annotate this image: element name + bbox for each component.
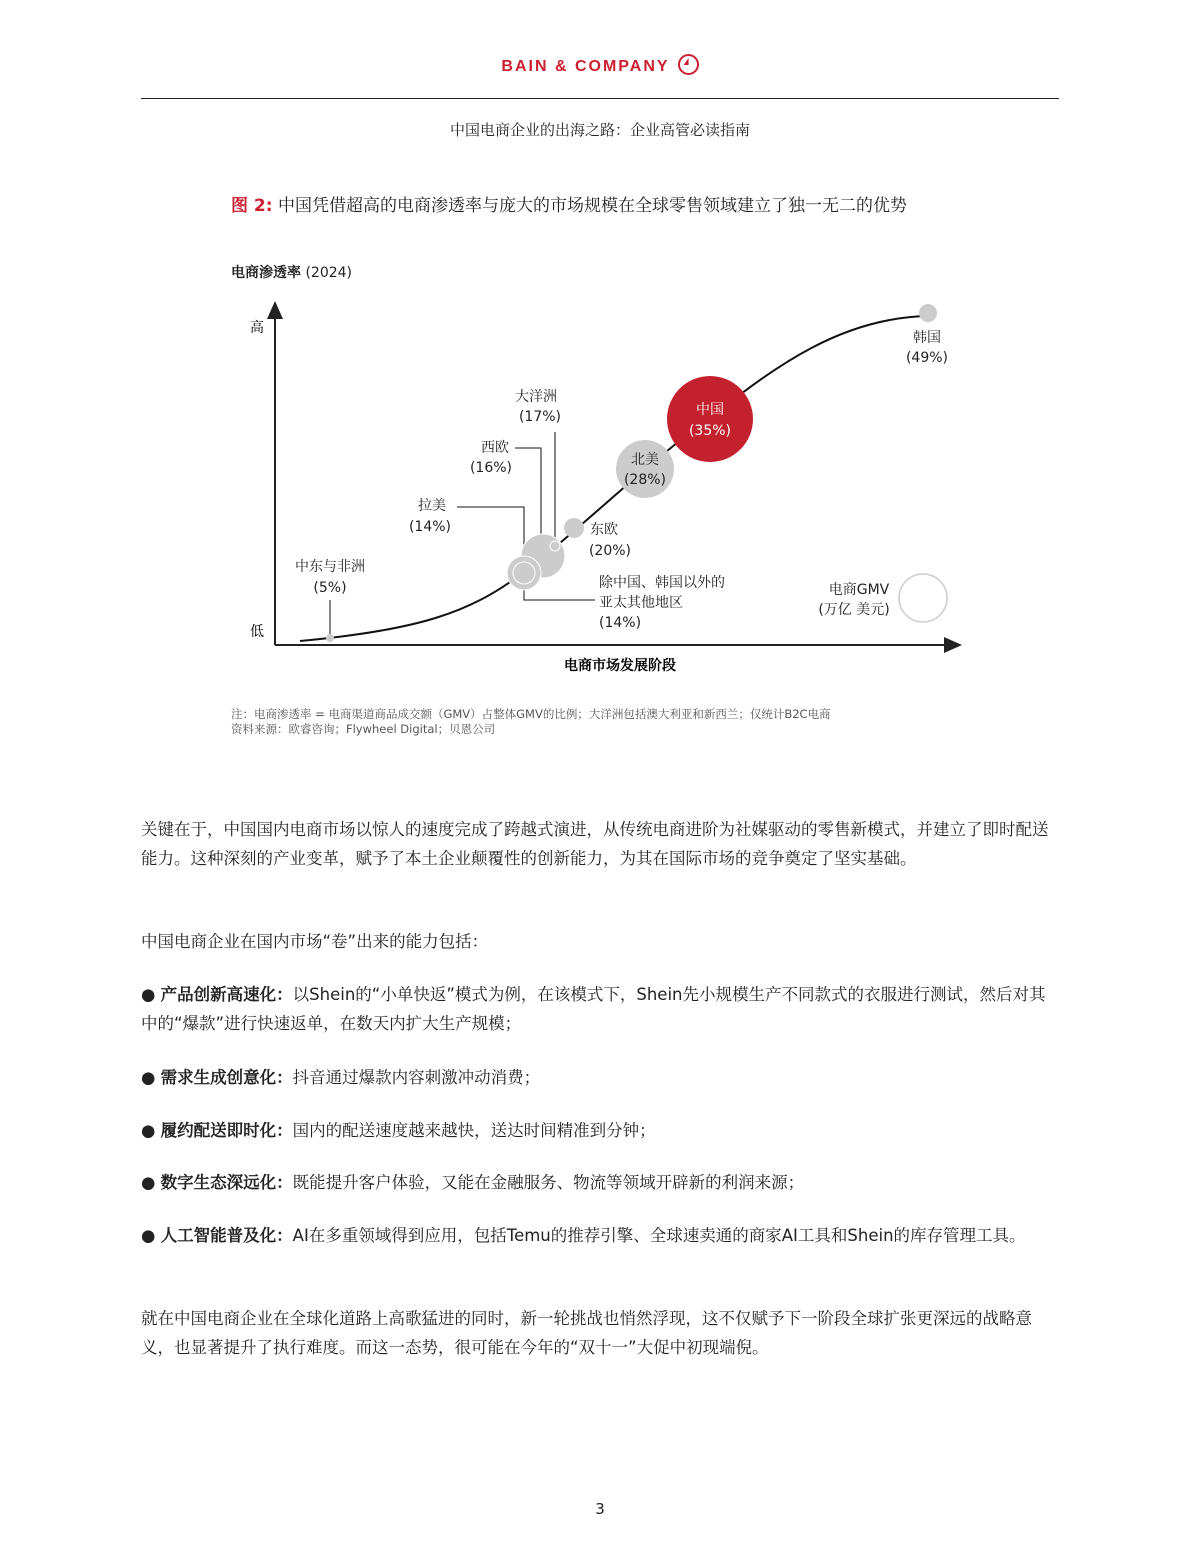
label-china: 中国 [696, 402, 724, 418]
bullet-term: 产品创新高速化： [160, 985, 293, 1004]
figure-source: 资料来源：欧睿咨询；Flywheel Digital；贝恩公司 [231, 722, 496, 736]
pct-korea: (49%) [905, 350, 949, 366]
bullet-text: 既能提升客户体验，又能在金融服务、物流等领域开辟新的利润来源； [292, 1173, 805, 1192]
brand-name: BAIN & COMPANY [501, 58, 670, 75]
pct-mea: (5%) [313, 580, 347, 596]
bullet-text: 国内的配送速度越来越快，送达时间精准到分钟； [292, 1121, 656, 1140]
x-axis-title: 电商市场发展阶段 [564, 658, 676, 674]
label-korea: 韩国 [913, 330, 941, 346]
bullet-item: ● 产品创新高速化：以Shein的“小单快返”模式为例，在该模式下，Shein先小规模生产不同款式的衣服进行测试，然后对其中的“爆款”进行快速返单，在数天内扩大生产规模； [141, 985, 1046, 1033]
pct-apac-other: (14%) [599, 615, 642, 631]
label-north-america: 北美 [631, 452, 659, 468]
pct-eastern-europe: (20%) [588, 543, 632, 559]
y-high-label: 高 [250, 320, 264, 336]
y-title-text: 电商渗透率 [231, 265, 301, 281]
pct-latam: (14%) [408, 519, 452, 535]
bullet-term: 人工智能普及化： [160, 1226, 293, 1245]
y-title-year: (2024) [305, 265, 353, 281]
label-apac-other-1: 除中国、韩国以外的 [599, 575, 725, 591]
bubble-korea [919, 304, 937, 322]
figure-note: 注：电商渗透率 = 电商渠道商品成交额（GMV）占整体GMV的比例；大洋洲包括澳大利亚和新西兰；仅统计B2C电商 [231, 707, 831, 721]
paragraph-2: 中国电商企业在国内市场“卷”出来的能力包括： [141, 932, 489, 951]
bubble-apac-other [507, 556, 541, 590]
legend-bubble [899, 574, 947, 622]
label-apac-other-2: 亚太其他地区 [599, 595, 683, 611]
legend-label-2: (万亿 美元) [818, 602, 890, 618]
document-title: 中国电商企业的出海之路：企业高管必读指南 [449, 121, 750, 139]
label-latam: 拉美 [418, 498, 446, 514]
paragraph-3: 就在中国电商企业在全球化道路上高歌猛进的同时，新一轮挑战也悄然浮现，这不仅赋予下一阶段全球扩张更深远的战略意义，也显著提升了执行难度。而这一态势，很可能在今年的“双十一”大促中初现端倪。 [141, 1309, 1032, 1357]
bullet-item: ● 履约配送即时化：国内的配送速度越来越快，送达时间精准到分钟； [141, 1121, 656, 1140]
pct-north-america: (28%) [623, 472, 667, 488]
bullet-item: ● 数字生态深远化：既能提升客户体验，又能在金融服务、物流等领域开辟新的利润来源； [141, 1173, 805, 1192]
bullet-item: ● 人工智能普及化：AI在多重领域得到应用，包括Temu的推荐引擎、全球速卖通的商家AI工具和Shein的库存管理工具。 [141, 1226, 1026, 1245]
bullet-term: 数字生态深远化： [160, 1173, 293, 1192]
label-oceania: 大洋洲 [515, 389, 557, 405]
bullet-text: AI在多重领域得到应用，包括Temu的推荐引擎、全球速卖通的商家AI工具和Shein的库存管理工具。 [292, 1226, 1026, 1245]
bubble-eastern-europe [564, 518, 584, 538]
paragraph-1: 关键在于，中国国内电商市场以惊人的速度完成了跨越式演进，从传统电商进阶为社媒驱动的零售新模式，并建立了即时配送能力。这种深刻的产业变革，赋予了本土企业颠覆性的创新能力，为其在国际市场的竞争奠定了坚实基础。 [141, 820, 1049, 868]
bullet-text: 以Shein的“小单快返”模式为例，在该模式下，Shein先小规模生产不同款式的衣服进行测试，然后对其中的“爆款”进行快速返单，在数天内扩大生产规模； [141, 985, 1046, 1033]
label-mea: 中东与非洲 [295, 559, 365, 575]
page-number: 3 [595, 1500, 605, 1518]
bubble-north-america [616, 440, 674, 498]
label-western-europe: 西欧 [481, 440, 509, 456]
y-low-label: 低 [250, 624, 264, 640]
bullet-item: ● 需求生成创意化：抖音通过爆款内容刺激冲动消费； [141, 1068, 541, 1087]
bullet-term: 履约配送即时化： [160, 1121, 293, 1140]
pct-western-europe: (16%) [469, 460, 513, 476]
bullet-term: 需求生成创意化： [160, 1068, 293, 1087]
bubble-china [667, 376, 753, 462]
figure-number: 图 2: [231, 196, 273, 216]
figure-title-text: 中国凭借超高的电商渗透率与庞大的市场规模在全球零售领域建立了独一无二的优势 [277, 196, 907, 216]
penetration-diagram [0, 0, 1200, 700]
pct-china: (35%) [688, 423, 732, 439]
bullet-text: 抖音通过爆款内容刺激冲动消费； [292, 1068, 541, 1087]
bubble-mea [326, 634, 334, 642]
label-eastern-europe: 东欧 [590, 522, 618, 538]
legend-label-1: 电商GMV [828, 582, 890, 598]
pct-oceania: (17%) [518, 409, 562, 425]
figure-notes [231, 707, 831, 737]
